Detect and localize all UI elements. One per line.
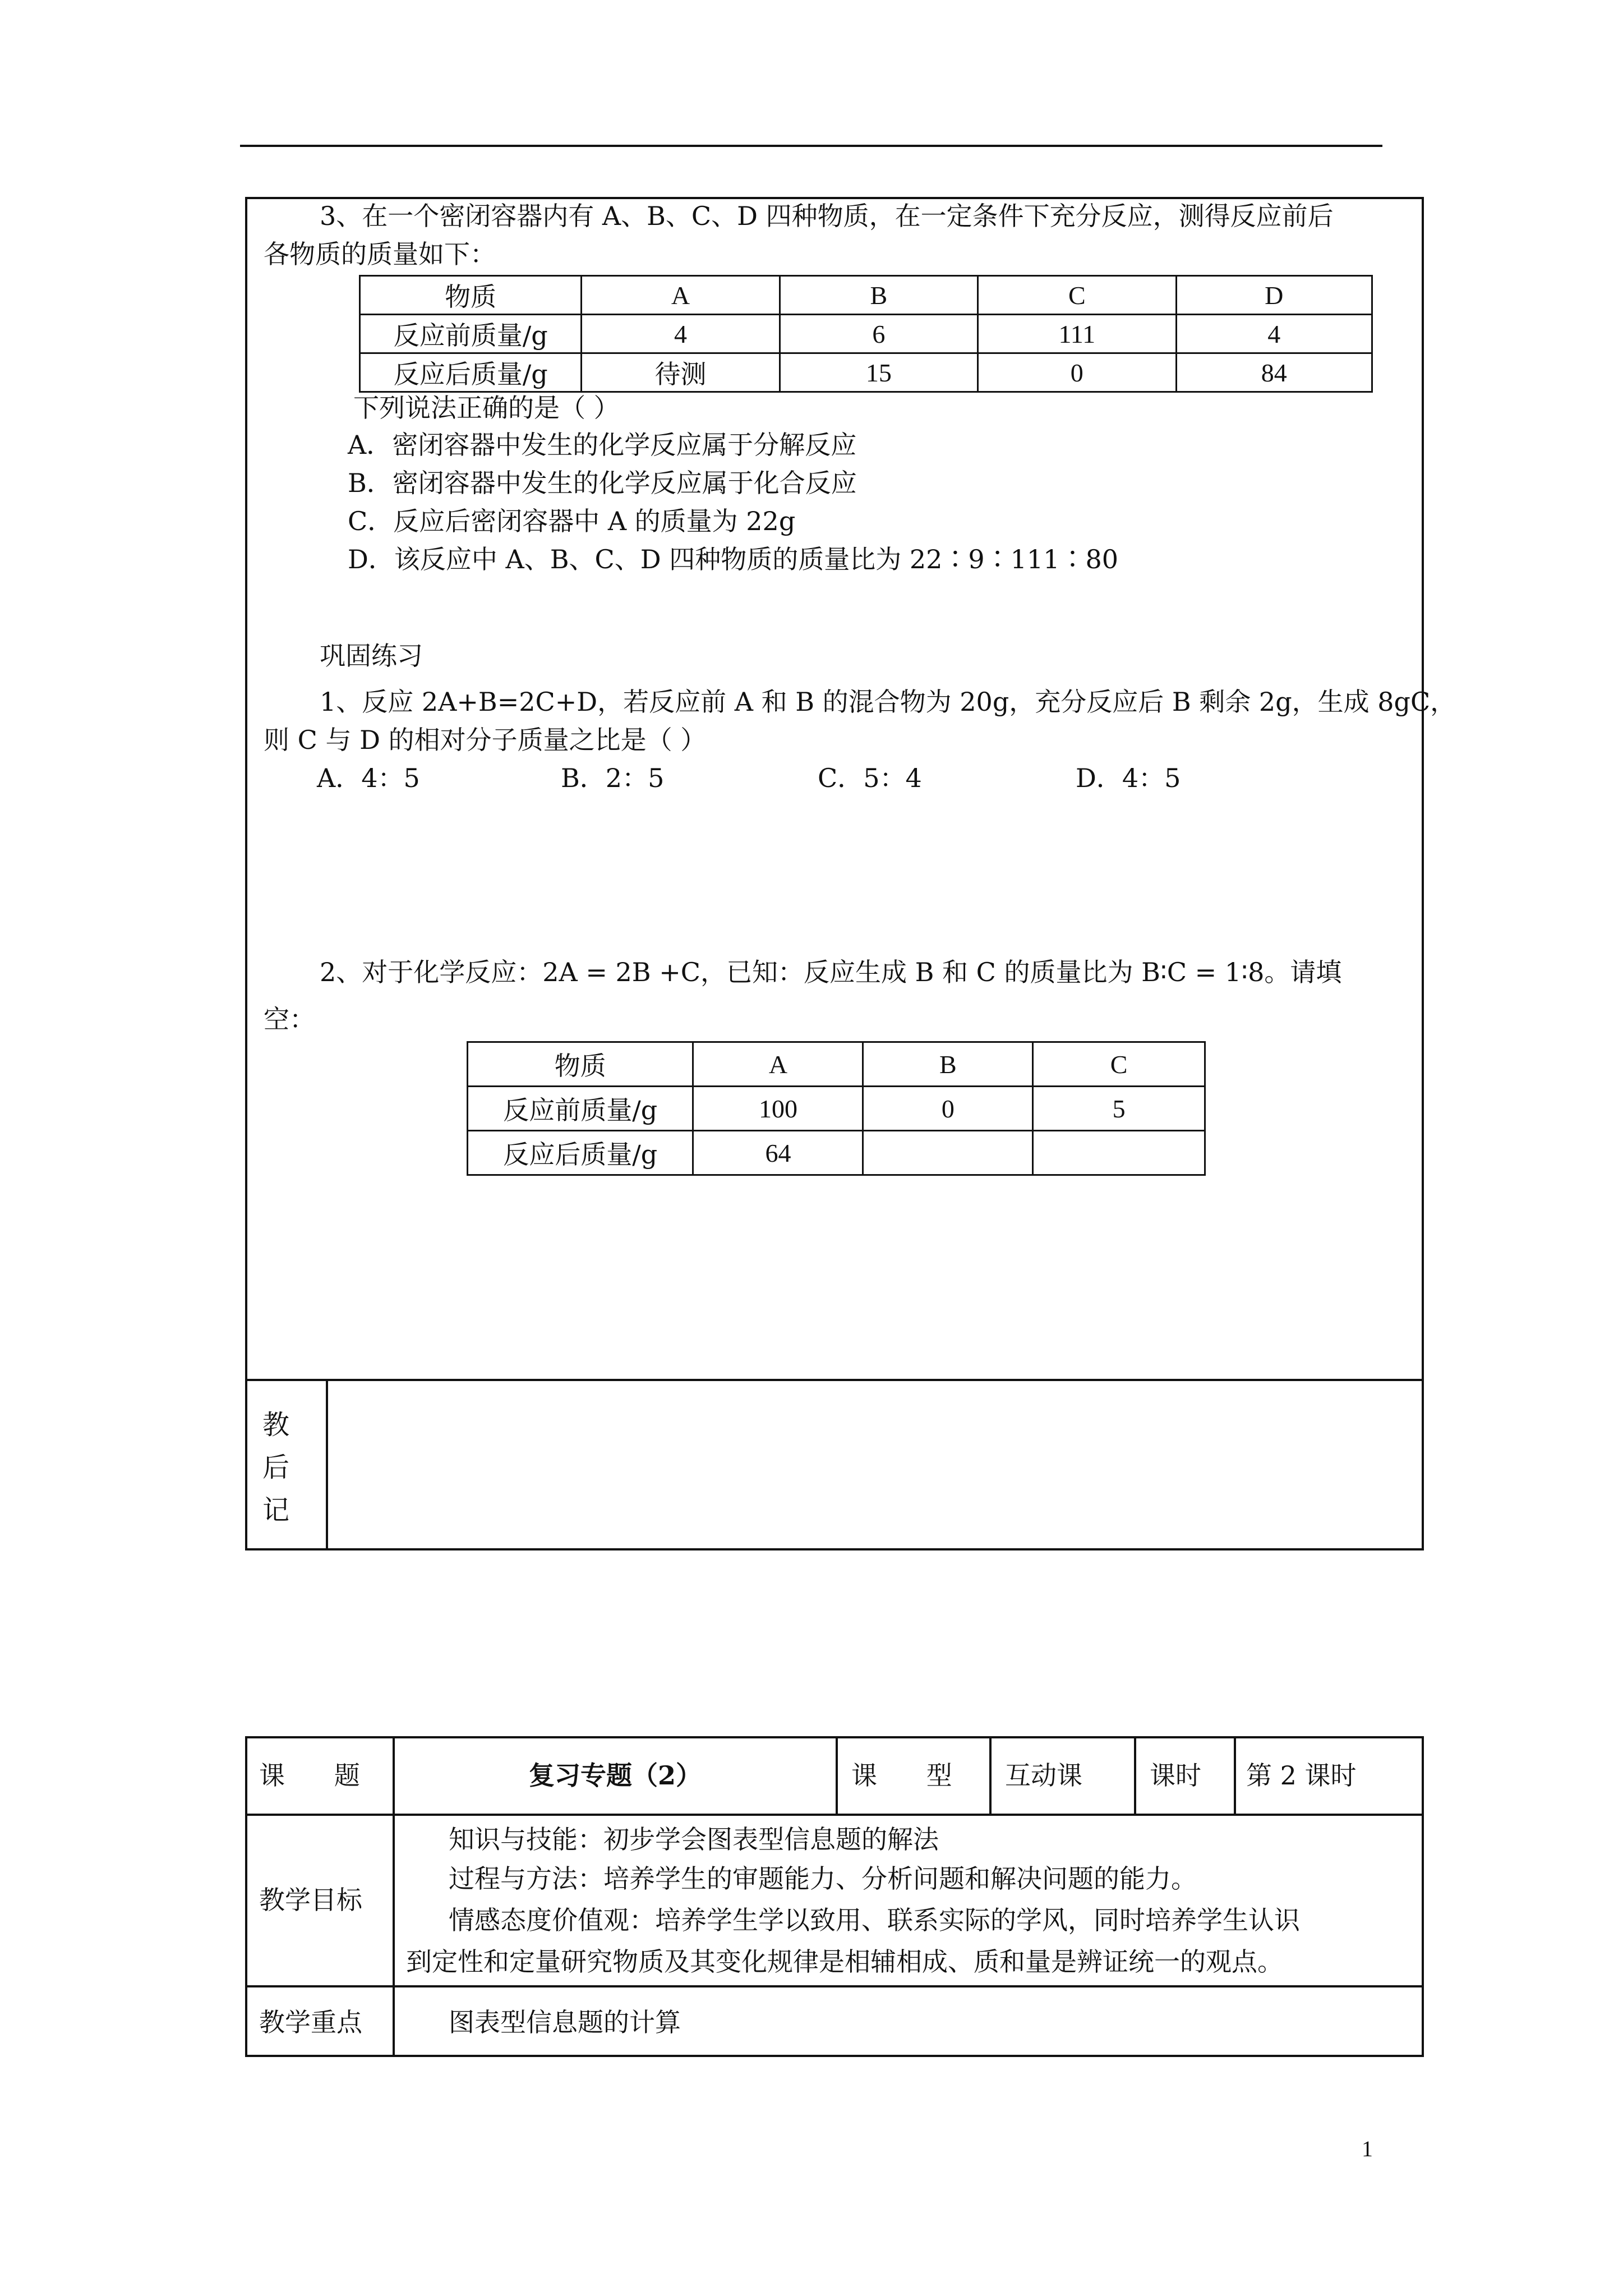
after-class-notes-area[interactable] [328, 1381, 1422, 1548]
table-cell: 物质 [468, 1042, 693, 1087]
column-divider [989, 1736, 992, 1815]
practice-q1-line2: 则 C 与 D 的相对分子质量之比是（ ） [264, 725, 707, 755]
row-divider [245, 1985, 1424, 1987]
answer-blank-cell[interactable] [863, 1131, 1033, 1175]
objectives-label: 教学目标 [259, 1885, 362, 1915]
topic-label: 课 题 [259, 1760, 360, 1791]
table-cell: 64 [693, 1131, 863, 1175]
table-cell: A [582, 276, 780, 315]
practice-q1-line1: 1、反应 2A+B=2C+D，若反应前 A 和 B 的混合物为 20g，充分反应后 B 剩余 2g，生成 8gC， [320, 687, 1456, 717]
table-cell: 15 [780, 353, 978, 392]
after-class-label-char: 教 [262, 1409, 289, 1441]
q3-option-d: D．该反应中 A、B、C、D 四种物质的质量比为 22∶9∶111∶80 [348, 544, 1118, 574]
table-cell: 4 [1176, 315, 1372, 353]
table-cell: 84 [1176, 353, 1372, 392]
table-cell: 物质 [360, 276, 582, 315]
page-number: 1 [1362, 2136, 1373, 2161]
table-row [360, 353, 1372, 392]
practice-q1-option-c: C．5：4 [818, 763, 922, 793]
table-cell: C [1033, 1042, 1205, 1087]
after-class-label [259, 1404, 293, 1531]
table-cell: B [780, 276, 978, 315]
table-cell: 111 [978, 315, 1177, 353]
table-cell: 反应前质量/g [360, 315, 582, 353]
type-value: 互动课 [1005, 1760, 1082, 1791]
table-cell: 4 [582, 315, 780, 353]
table-row [360, 276, 1372, 315]
after-class-label-char: 后 [262, 1452, 289, 1483]
objective-knowledge: 知识与技能：初步学会图表型信息题的解法 [449, 1824, 939, 1855]
after-class-label-char: 记 [262, 1494, 289, 1526]
topic-value: 复习专题（2） [528, 1760, 702, 1791]
table-cell: 反应后质量/g [468, 1131, 693, 1175]
objective-process: 过程与方法：培养学生的审题能力、分析问题和解决问题的能力。 [449, 1864, 1197, 1894]
q3-prompt: 下列说法正确的是（ ） [353, 393, 620, 423]
focus-value: 图表型信息题的计算 [449, 2007, 681, 2037]
q3-mass-table [359, 275, 1373, 393]
table-cell: 6 [780, 315, 978, 353]
column-divider [836, 1736, 838, 1815]
answer-blank-cell[interactable] [1033, 1131, 1205, 1175]
objective-attitude: 情感态度价值观：培养学生学以致用、联系实际的学风，同时培养学生认识 [449, 1905, 1300, 1935]
table-cell: 100 [693, 1087, 863, 1131]
column-divider [1134, 1736, 1136, 1815]
period-value: 第 2 课时 [1246, 1760, 1357, 1791]
practice-q2-line1: 2、对于化学反应：2A = 2B +C，已知：反应生成 B 和 C 的质量比为 B∶C = 1∶8。请填 [320, 957, 1342, 987]
table-cell: A [693, 1042, 863, 1087]
table-row [468, 1131, 1205, 1175]
practice-q1-option-b: B．2：5 [561, 763, 665, 793]
table-cell: C [978, 276, 1177, 315]
row-divider [245, 1814, 1424, 1816]
table-cell: 待测 [582, 353, 780, 392]
table-row [360, 315, 1372, 353]
q3-option-b: B．密闭容器中发生的化学反应属于化合反应 [348, 468, 857, 498]
table-row [468, 1087, 1205, 1131]
period-label: 课时 [1150, 1760, 1201, 1791]
table-cell: 反应后质量/g [360, 353, 582, 392]
q3-line2: 各物质的质量如下： [264, 239, 496, 269]
table-cell: 5 [1033, 1087, 1205, 1131]
q2-fill-table [467, 1041, 1206, 1176]
table-cell: B [863, 1042, 1033, 1087]
header-rule [240, 145, 1382, 147]
table-cell: 0 [978, 353, 1177, 392]
table-cell: D [1176, 276, 1372, 315]
practice-heading: 巩固练习 [320, 641, 423, 671]
q3-option-a: A．密闭容器中发生的化学反应属于分解反应 [348, 430, 857, 460]
table-cell: 反应前质量/g [468, 1087, 693, 1131]
focus-label: 教学重点 [259, 2007, 362, 2037]
practice-q1-option-a: A．4：5 [317, 763, 420, 793]
practice-q2-line2: 空： [264, 1004, 315, 1034]
objective-attitude-cont: 到定性和定量研究物质及其变化规律是相辅相成、质和量是辨证统一的观点。 [406, 1947, 1283, 1977]
table-cell: 0 [863, 1087, 1033, 1131]
type-label: 课 型 [851, 1760, 952, 1791]
q3-option-c: C．反应后密闭容器中 A 的质量为 22g [348, 506, 796, 536]
table-row [468, 1042, 1205, 1087]
practice-q1-option-d: D．4：5 [1076, 763, 1181, 793]
q3-line1: 3、在一个密闭容器内有 A、B、C、D 四种物质，在一定条件下充分反应，测得反应前后 [320, 201, 1334, 231]
column-divider [1234, 1736, 1236, 1815]
